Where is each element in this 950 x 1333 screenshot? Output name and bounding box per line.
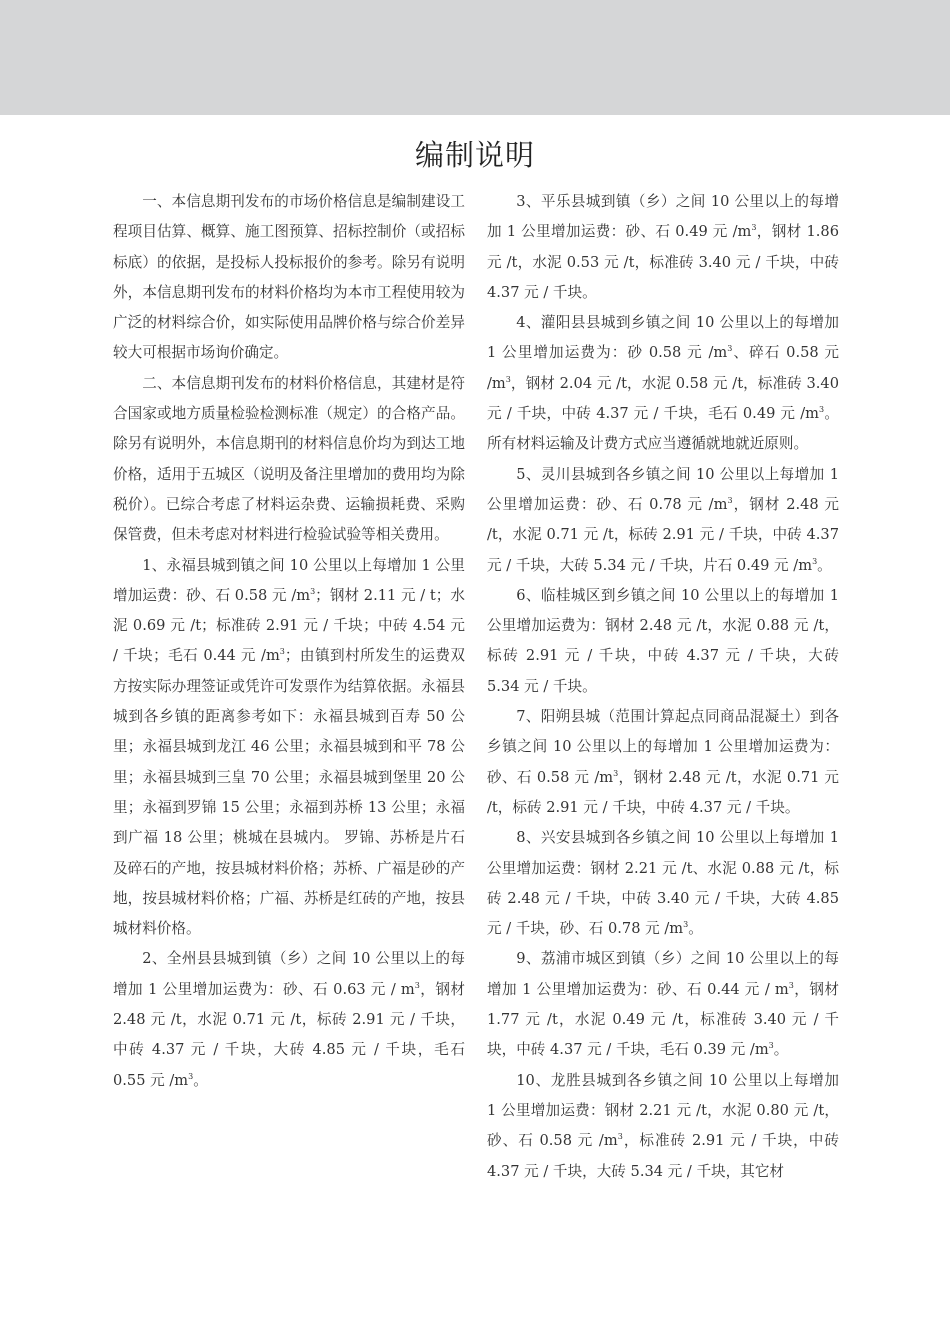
paragraph-lipu: 9、荔浦市城区到镇（乡）之间 10 公里以上的每增加 1 公里增加运费为：砂、石 0.44 元 / $m^3$，钢材 1.77 元 /t，水泥 0.49 元 /t，标准砖 3.40 元 / 千块，中砖 4.37 元 / 千块，毛石 0.39 元 $/m^3$。 [487, 950, 839, 1059]
paragraph-general-1: 一、本信息期刊发布的市场价格信息是编制建设工程项目估算、概算、施工图预算、招标控制价（或招标标底）的依据，是投标人投标报价的参考。除另有说明外，本信息期刊发布的材料价格均为本市工程使用较为广泛的材料综合价，如实际使用品牌价格与综合价差异较大可根据市场询价确定。 [113, 193, 465, 362]
superscript-cubic: 3 [613, 768, 619, 778]
paragraph-xingan: 8、兴安县城到各乡镇之间 10 公里以上每增加 1 公里增加运费：钢材 2.21 元 /t、水泥 0.88 元 /t，标砖 2.48 元 / 千块，中砖 3.40 元 / 千块，大砖 4.85 元 / 千块，砂、石 0.78 元 $/m^3$。 [487, 829, 839, 938]
superscript-cubic: 3 [279, 647, 285, 657]
superscript-cubic: 3 [683, 920, 689, 930]
superscript-cubic: 3 [727, 344, 733, 354]
superscript-cubic: 3 [414, 980, 420, 990]
paragraph-general-2: 二、本信息期刊发布的材料价格信息，其建材是符合国家或地方质量检验检测标准（规定）的合格产品。除另有说明外，本信息期刊的材料信息价均为到达工地价格，适用于五城区（说明及备注里增加的费用均为除税价）。已综合考虑了材料运杂费、运输损耗费、采购保管费，但未考虑对材料进行检验试验等相关费用。 [113, 374, 465, 544]
superscript-cubic: 3 [751, 223, 757, 233]
paragraph-longsheng: 10、龙胜县城到各乡镇之间 10 公里以上每增加 1 公里增加运费：钢材 2.21 元 /t，水泥 0.80 元 /t，砂、石 0.58 元 $/m^3$，标准砖 2.91 元 / 千块，中砖 4.37 元 / 千块，大砖 5.34 元 / 千块，其它材 [487, 1071, 840, 1180]
paragraph-pingle: 3、平乐县城到镇（乡）之间 10 公里以上的每增加 1 公里增加运费：砂、石 0.49 元 $/m^3$，钢材 1.86 元 /t，水泥 0.53 元 /t，标准砖 3.40 元 / 千块，中砖 4.37 元 / 千块。 [487, 193, 840, 301]
superscript-cubic: 3 [812, 556, 818, 566]
superscript-cubic: 3 [188, 1071, 194, 1081]
page-title: 编制说明 [414, 138, 535, 172]
superscript-cubic: 3 [768, 1041, 774, 1051]
superscript-cubic: 3 [818, 405, 825, 415]
superscript-cubic: 3 [788, 980, 794, 990]
superscript-cubic: 3 [617, 1132, 623, 1142]
right-column [487, 187, 839, 1187]
paragraph-lingui: 6、临桂城区到乡镇之间 10 公里以上的每增加 1 公里增加运费为：钢材 2.48 元 /t，水泥 0.88 元 /t，标砖 2.91 元 / 千块，中砖 4.37 元 / 千块，大砖 5.34 元 / 千块。 [487, 586, 839, 695]
superscript-cubic: 3 [310, 586, 316, 596]
paragraph-quanzhou: 2、全州县县城到镇（乡）之间 10 公里以上的每增加 1 公里增加运费为：砂、石 0.63 元 / $m^3$，钢材 2.48 元 /t，水泥 0.71 元 /t，标砖 2.91 元 / 千块，中砖 4.37 元 / 千块，大砖 4.85 元 / 千块，毛石 0.55 元 $/m^3$。 [113, 950, 465, 1089]
superscript-cubic: 3 [505, 374, 511, 384]
header-band [0, 0, 950, 115]
paragraph-yangshuo: 7、阳朔县城（范围计算起点同商品混凝土）到各乡镇之间 10 公里以上的每增加 1 公里增加运费为：砂、石 0.58 元 $/m^3$，钢材 2.48 元 /t，水泥 0.71 元 /t，标砖 2.91 元 / 千块，中砖 4.37 元 / 千块。 [487, 708, 839, 816]
left-column [113, 187, 465, 1096]
paragraph-lingchuan: 5、灵川县城到各乡镇之间 10 公里以上每增加 1 公里增加运费：砂、石 0.78 元 $/m^3$，钢材 2.48 元 /t，水泥 0.71 元 /t，标砖 2.91 元 / 千块，中砖 4.37 元 / 千块，大砖 5.34 元 / 千块，片石 0.49 元 $/m^3$。 [487, 465, 839, 574]
paragraph-yongfu: 1、永福县城到镇之间 10 公里以上每增加 1 公里增加运费：砂、石 0.58 元 $/m^3$；钢材 2.11 元 / t；水泥 0.69 元 /t；标准砖 2.91 元 / 千块；中砖 4.54 元 / 千块；毛石 0.44 元 $/m^3$；由镇到村所发生的运费双方按实际办理签证或凭许可发票作为结算依据。永福县城到各乡镇的距离参考如下：永福县城到百寿 50 公里；永福县城到龙江 46 公里；永福县城到和平 78 公里；永福县城到三皇 70 公里；永福县城到堡里 20 公里；永福到罗锦 15 公里；永福到苏桥 13 公里；永福到广福 18 公里；桃城在县城内。 罗锦、苏桥是片石及碎石的产地，按县城材料价格；苏桥、广福是砂的产地，按县城材料价格；广福、苏桥是红砖的产地，按县城材料价格。 [113, 556, 465, 938]
superscript-cubic: 3 [727, 495, 733, 505]
paragraph-guanyang: 4、灌阳县县城到乡镇之间 10 公里以上的每增加 1 公里增加运费为：砂 0.58 元 $/m^3$、碎石 0.58 元 $/m^3$，钢材 2.04 元 /t，水泥 0.58 元 /t，标准砖 3.40 元 / 千块，中砖 4.37 元 / 千块，毛石 0.49 元 $/m^3$。所有材料运输及计费方式应当遵循就地就近原则。 [487, 314, 839, 453]
